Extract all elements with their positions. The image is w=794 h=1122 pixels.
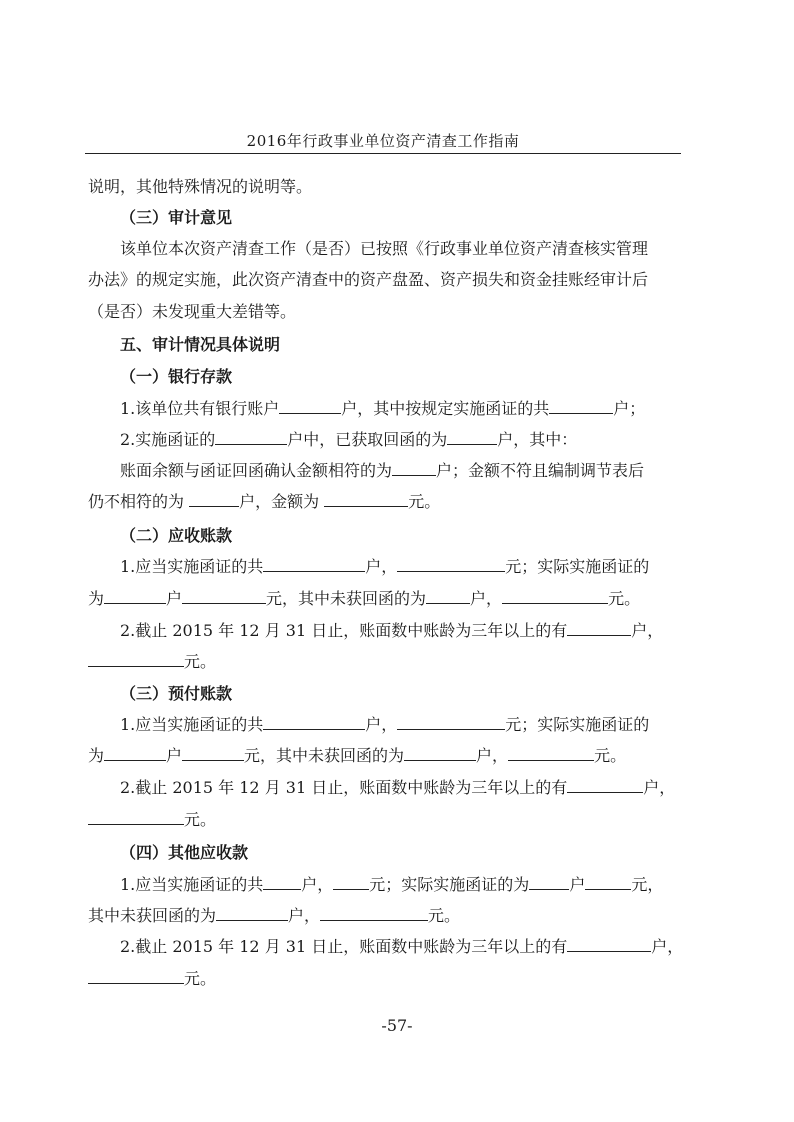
subheading-accounts-receivable: （二）应收账款 xyxy=(120,526,233,545)
text: 2.截止 2015 年 12 月 31 日止，账面数中账龄为三年以上的有 xyxy=(120,621,568,640)
blank-field[interactable] xyxy=(508,746,594,761)
blank-field[interactable] xyxy=(182,746,244,761)
form-line xyxy=(120,778,720,798)
text-line: （是否）未发现重大差错等。 xyxy=(88,302,297,321)
text: 户 xyxy=(166,746,183,765)
blank-field[interactable] xyxy=(333,875,369,890)
text-line: 办法》的规定实施，此次资产清查中的资产盘盈、资产损失和资金挂账经审计后 xyxy=(88,270,649,289)
text: 1.应当实施函证的共 xyxy=(120,715,264,734)
subheading-other-receivables: （四）其他应收款 xyxy=(120,843,249,862)
text: 为 xyxy=(88,589,105,608)
blank-field[interactable] xyxy=(585,875,631,890)
blank-field[interactable] xyxy=(263,715,365,730)
text: 元，其中未获回函的为 xyxy=(266,589,427,608)
text: 户，其中： xyxy=(497,430,578,449)
text: 户， xyxy=(365,715,398,734)
blank-field[interactable] xyxy=(320,906,428,921)
running-header: 2016年行政事业单位资产清查工作指南 xyxy=(246,132,520,150)
text: 户， xyxy=(301,875,334,894)
text: 元。 xyxy=(184,969,217,988)
text: 户 xyxy=(569,875,586,894)
text: 户，其中按规定实施函证的共 xyxy=(341,399,550,418)
text: 其中未获回函的为 xyxy=(88,906,217,925)
text: 账面余额与函证回函确认金额相符的为 xyxy=(120,461,393,480)
text: 元，其中未获回函的为 xyxy=(244,746,405,765)
blank-field[interactable] xyxy=(88,652,184,667)
blank-field[interactable] xyxy=(447,430,497,445)
form-line xyxy=(88,906,688,926)
blank-field[interactable] xyxy=(263,875,301,890)
text: 户中，已获取回函的为 xyxy=(287,430,448,449)
text: 元。 xyxy=(408,492,441,511)
blank-field[interactable] xyxy=(182,589,266,604)
text: 户， xyxy=(651,937,684,956)
blank-field[interactable] xyxy=(263,557,365,572)
form-line xyxy=(88,969,688,989)
text: 户， xyxy=(365,557,398,576)
text-line: 该单位本次资产清查工作（是否）已按照《行政事业单位资产清查核实管理 xyxy=(120,239,649,258)
blank-field[interactable] xyxy=(189,492,239,507)
text: 户， xyxy=(631,621,664,640)
blank-field[interactable] xyxy=(567,778,643,793)
text: 户， xyxy=(476,746,509,765)
form-line xyxy=(120,430,720,450)
text: 为 xyxy=(88,746,105,765)
blank-field[interactable] xyxy=(392,461,436,476)
text: 1.应当实施函证的共 xyxy=(120,875,264,894)
text: 元， xyxy=(631,875,664,894)
text: 2.实施函证的 xyxy=(120,430,216,449)
text-line: 说明，其他特殊情况的说明等。 xyxy=(88,177,313,196)
text: 1.该单位共有银行账户 xyxy=(120,399,280,418)
blank-field[interactable] xyxy=(426,589,470,604)
text: 2.截止 2015 年 12 月 31 日止，账面数中账龄为三年以上的有 xyxy=(120,778,568,797)
form-line xyxy=(120,461,720,481)
form-line xyxy=(120,875,720,895)
text: 户， xyxy=(288,906,321,925)
text: 户 xyxy=(166,589,183,608)
blank-field[interactable] xyxy=(397,557,505,572)
blank-field[interactable] xyxy=(216,906,288,921)
form-line xyxy=(88,589,688,609)
header-rule xyxy=(85,153,681,154)
text: 元。 xyxy=(428,906,461,925)
text: 元。 xyxy=(608,589,641,608)
subheading-bank-deposits: （一）银行存款 xyxy=(120,367,233,386)
blank-field[interactable] xyxy=(397,715,505,730)
text: 仍不相符的为 xyxy=(88,492,185,511)
text: 元。 xyxy=(594,746,627,765)
text: 户； xyxy=(613,399,646,418)
text: 2.截止 2015 年 12 月 31 日止，账面数中账龄为三年以上的有 xyxy=(120,937,568,956)
form-line xyxy=(88,810,688,830)
form-line xyxy=(88,652,688,672)
blank-field[interactable] xyxy=(502,589,608,604)
blank-field[interactable] xyxy=(324,492,408,507)
form-line xyxy=(88,746,688,766)
text: 户；金额不符且编制调节表后 xyxy=(436,461,645,480)
blank-field[interactable] xyxy=(104,746,166,761)
blank-field[interactable] xyxy=(567,937,651,952)
blank-field[interactable] xyxy=(215,430,287,445)
text: 户，金额为 xyxy=(239,492,320,511)
form-line xyxy=(120,399,720,419)
blank-field[interactable] xyxy=(529,875,569,890)
text: 户， xyxy=(643,778,676,797)
section-heading-audit-opinion: （三）审计意见 xyxy=(120,208,233,227)
text: 1.应当实施函证的共 xyxy=(120,557,264,576)
form-line xyxy=(120,715,720,735)
form-line xyxy=(120,621,720,641)
blank-field[interactable] xyxy=(88,969,184,984)
blank-field[interactable] xyxy=(88,810,184,825)
form-line xyxy=(120,557,720,577)
text: 元。 xyxy=(184,810,217,829)
text: 元；实际实施函证的 xyxy=(505,715,650,734)
text: 元；实际实施函证的为 xyxy=(369,875,530,894)
form-line xyxy=(88,492,688,512)
blank-field[interactable] xyxy=(279,399,341,414)
blank-field[interactable] xyxy=(549,399,613,414)
subheading-prepayments: （三）预付账款 xyxy=(120,684,233,703)
text: 元。 xyxy=(184,652,217,671)
blank-field[interactable] xyxy=(104,589,166,604)
text: 元；实际实施函证的 xyxy=(505,557,650,576)
form-line xyxy=(120,937,720,957)
section-heading-audit-details: 五、审计情况具体说明 xyxy=(120,335,281,354)
text: 户， xyxy=(470,589,503,608)
blank-field[interactable] xyxy=(404,746,476,761)
page-number: -57- xyxy=(381,1016,413,1035)
blank-field[interactable] xyxy=(567,621,631,636)
